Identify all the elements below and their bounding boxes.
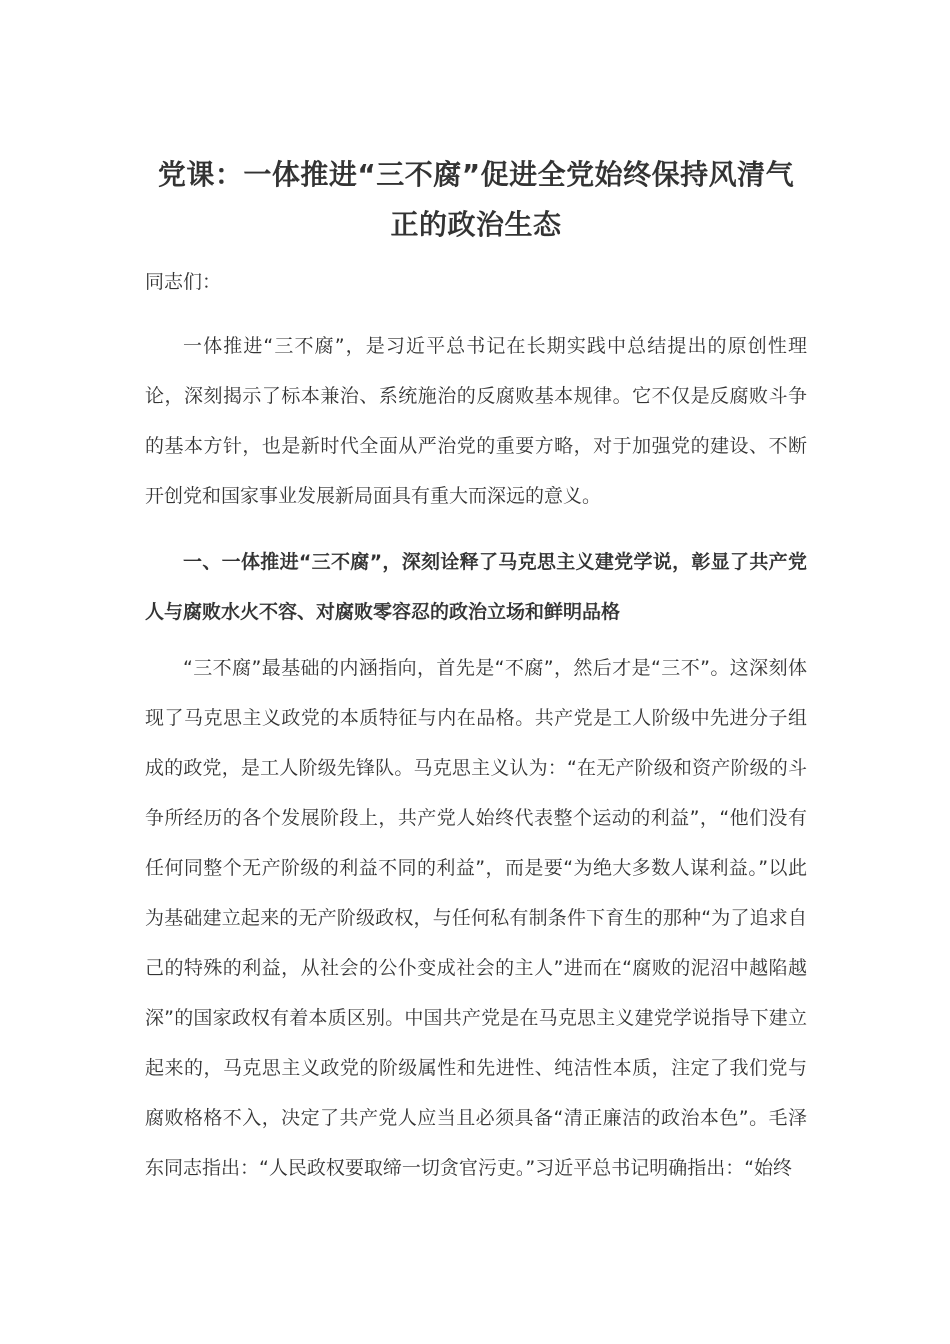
title-line-2: 正的政治生态 <box>390 208 562 241</box>
section-1-body: “三不腐”最基础的内涵指向，首先是“不腐”，然后才是“三不”。这深刻体现了马克思主义政党的本质特征与内在品格。共产党是工人阶级中先进分子组成的政党，是工人阶级先锋队。马克思主义认为：“在无产阶级和资产阶级的斗争所经历的各个发展阶段上，共产党人始终代表整个运动的利益”，“他们没有任何同整个无产阶级的利益不同的利益”，而是要“为绝大多数人谋利益。”以此为基础建立起来的无产阶级政权，与任何私有制条件下育生的那种“为了追求自己的特殊的利益，从社会的公仆变成社会的主人”进而在“腐败的泥沼中越陷越深”的国家政权有着本质区别。中国共产党是在马克思主义建党学说指导下建立起来的，马克思主义政党的阶级属性和先进性、纯洁性本质，注定了我们党与腐败格格不入，决定了共产党人应当且必须具备“清正廉洁的政治本色”。毛泽东同志指出：“人民政权要取缔一切贪官污吏。”习近平总书记明确指出：“始终 <box>145 657 807 1179</box>
salutation: 同志们： <box>145 271 222 293</box>
document-page <box>145 150 807 1193</box>
intro-paragraph: 一体推进“三不腐”，是习近平总书记在长期实践中总结提出的原创性理论，深刻揭示了标本兼治、系统施治的反腐败基本规律。它不仅是反腐败斗争的基本方针，也是新时代全面从严治党的重要方略，对于加强党的建设、不断开创党和国家事业发展新局面具有重大而深远的意义。 <box>145 335 807 507</box>
title-line-1: 党课：一体推进“三不腐”促进全党始终保持风清气 <box>157 158 795 191</box>
section-1-heading: 一、一体推进“三不腐”，深刻诠释了马克思主义建党学说，彰显了共产党人与腐败水火不容、对腐败零容忍的政治立场和鲜明品格 <box>145 551 807 623</box>
document-title <box>145 150 807 250</box>
